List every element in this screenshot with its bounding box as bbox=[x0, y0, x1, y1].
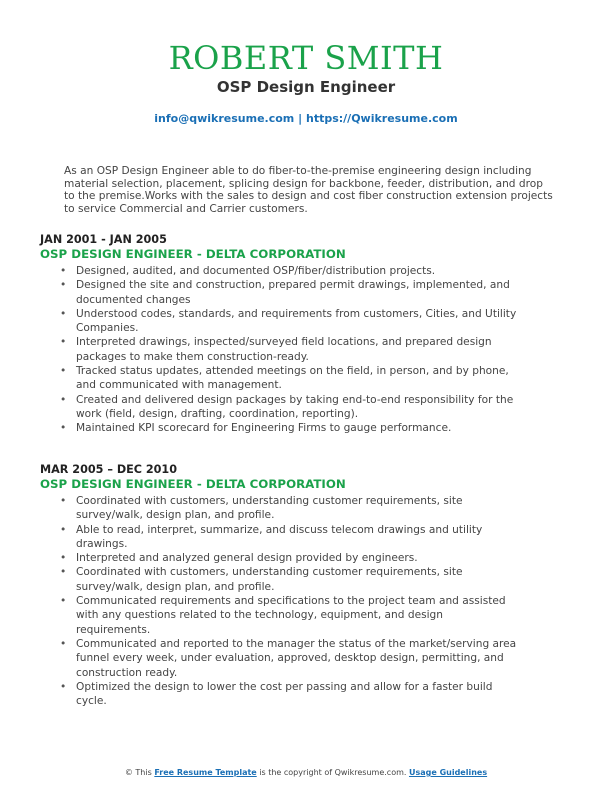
bullet-item: • Able to read, interpret, summarize, and discuss telecom drawings and utility drawings. bbox=[40, 523, 518, 552]
bullet-item: • Maintained KPI scorecard for Engineering Firms to gauge performance. bbox=[40, 421, 518, 435]
job-role: OSP DESIGN ENGINEER - DELTA CORPORATION bbox=[40, 247, 346, 261]
footer-prefix: © This bbox=[124, 768, 152, 777]
contact-separator: | bbox=[298, 112, 303, 125]
job-dates: MAR 2005 – DEC 2010 bbox=[40, 463, 177, 476]
experience-entry bbox=[40, 463, 560, 708]
bullet-item: • Coordinated with customers, understanding customer requirements, site survey/walk, design plan, and profile. bbox=[40, 494, 518, 523]
job-title: OSP Design Engineer bbox=[216, 78, 396, 96]
free-resume-template-link[interactable]: Free Resume Template bbox=[154, 768, 257, 777]
bullet-item: • Optimized the design to lower the cost per passing and allow for a faster build cycle. bbox=[40, 680, 518, 709]
bullet-item: • Designed, audited, and documented OSP/fiber/distribution projects. bbox=[40, 264, 518, 278]
summary-paragraph: As an OSP Design Engineer able to do fiber-to-the-premise engineering design including material selection, placement, splicing design for backbone, feeder, distribution, and drop to the premise.Works with the sales to design and cost fiber construction extension projects to service Commercial and Carrier customers. bbox=[64, 165, 553, 215]
copyright-footer bbox=[0, 768, 612, 777]
footer-copyright-text: is the copyright of Qwikresume.com. bbox=[259, 768, 407, 777]
bullet-list bbox=[40, 264, 560, 436]
bullet-item: • Communicated requirements and specifications to the project team and assisted with any questions related to the technology, equipment, and design requirements. bbox=[40, 594, 518, 637]
bullet-item: • Designed the site and construction, prepared permit drawings, implemented, and documented changes bbox=[40, 278, 518, 307]
job-dates: JAN 2001 - JAN 2005 bbox=[40, 233, 167, 246]
bullet-list bbox=[40, 494, 560, 708]
bullet-item: • Understood codes, standards, and requirements from customers, Cities, and Utility Companies. bbox=[40, 307, 518, 336]
email-link[interactable]: info@qwikresume.com bbox=[154, 112, 295, 125]
job-role: OSP DESIGN ENGINEER - DELTA CORPORATION bbox=[40, 477, 346, 491]
experience-entry bbox=[40, 233, 560, 436]
bullet-item: • Coordinated with customers, understanding customer requirements, site survey/walk, design plan, and profile. bbox=[40, 565, 518, 594]
bullet-item: • Interpreted and analyzed general design provided by engineers. bbox=[40, 551, 518, 565]
bullet-item: • Created and delivered design packages by taking end-to-end responsibility for the work (field, design, drafting, coordination, reporting). bbox=[40, 393, 518, 422]
usage-guidelines-link[interactable]: Usage Guidelines bbox=[408, 768, 488, 777]
website-link[interactable]: https://Qwikresume.com bbox=[305, 112, 458, 125]
bullet-item: • Communicated and reported to the manager the status of the market/serving area funnel every week, under evaluation, approved, desktop design, permitting, and construction ready. bbox=[40, 637, 518, 680]
candidate-name: ROBERT SMITH bbox=[168, 39, 444, 77]
bullet-item: • Interpreted drawings, inspected/surveyed field locations, and prepared design packages to make them construction-ready. bbox=[40, 335, 518, 364]
bullet-item: • Tracked status updates, attended meetings on the field, in person, and by phone, and communicated with management. bbox=[40, 364, 518, 393]
contact-line bbox=[0, 112, 612, 125]
